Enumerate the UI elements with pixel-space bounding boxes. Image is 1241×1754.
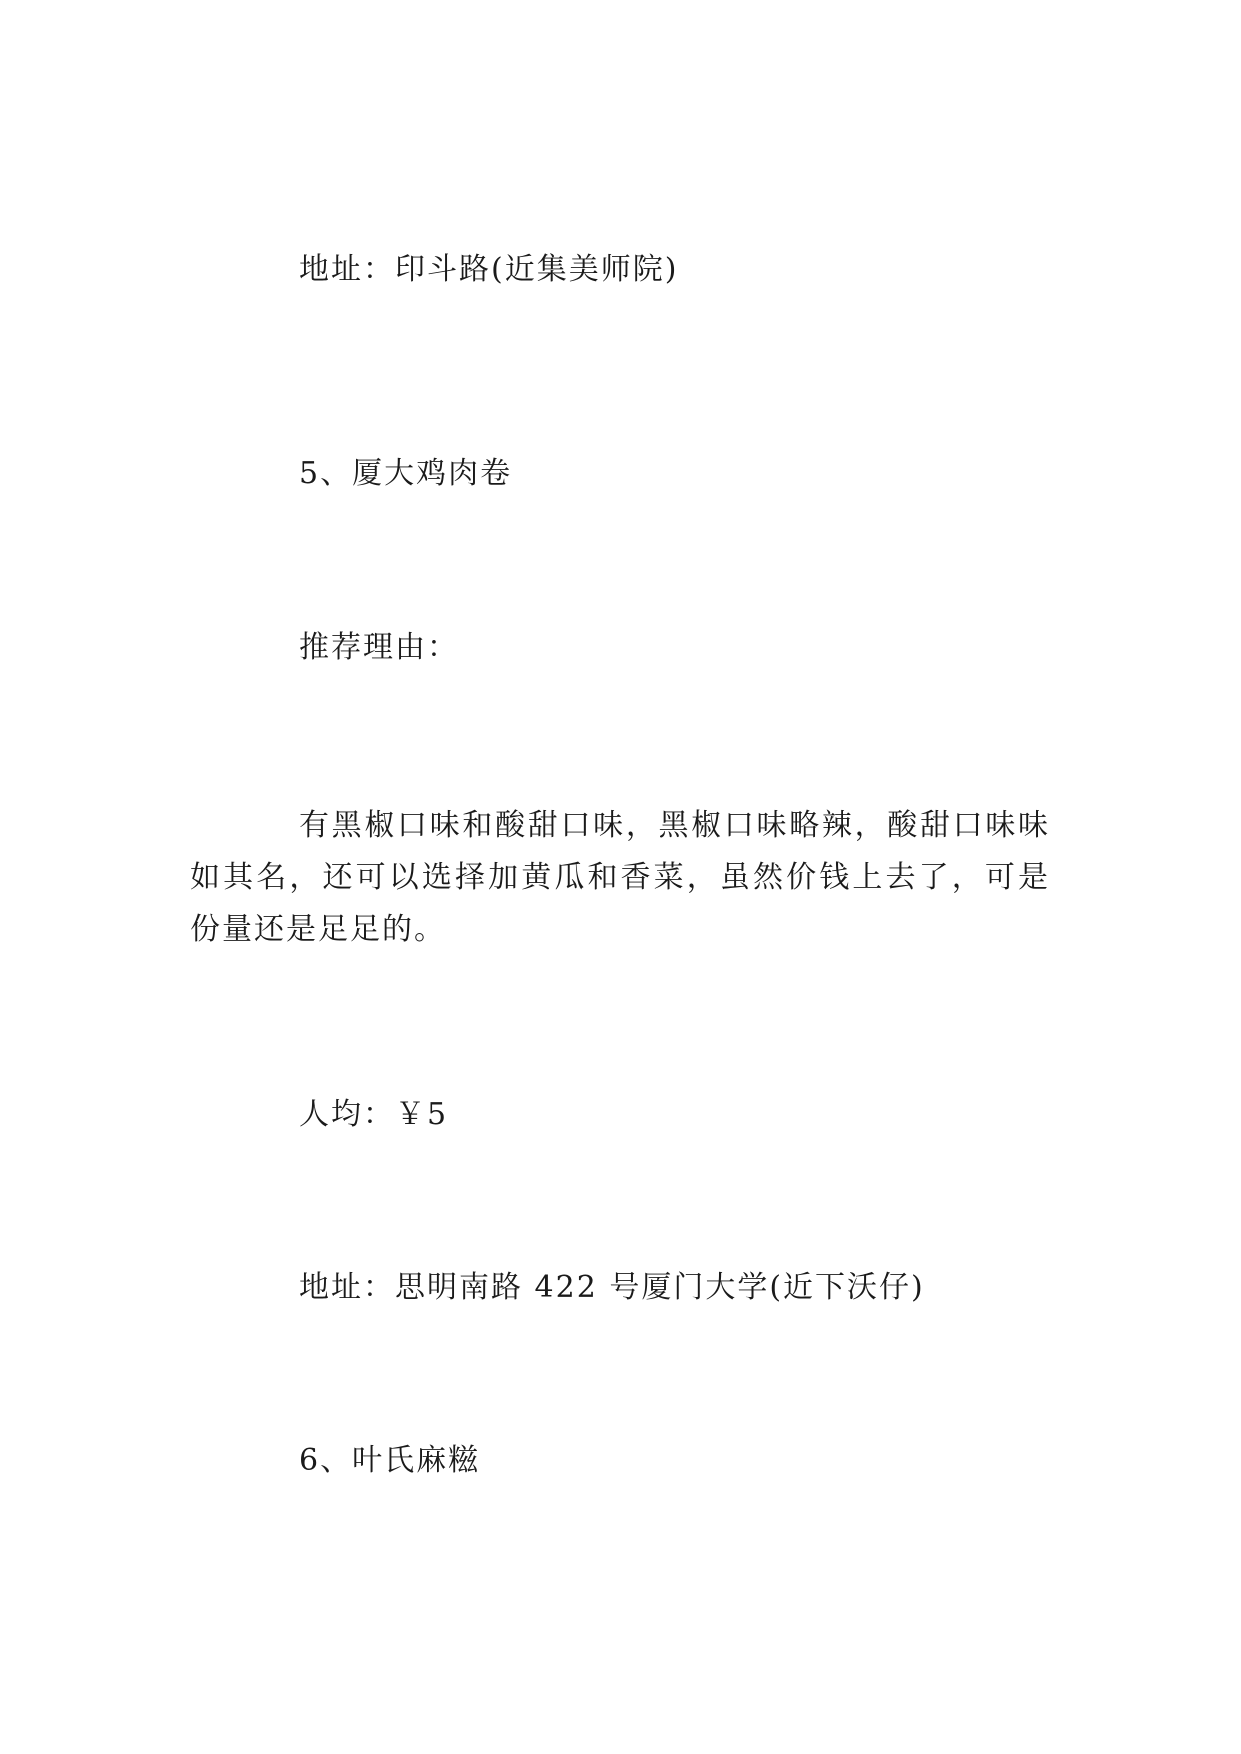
section-heading-5: 5、厦大鸡肉卷 (299, 456, 513, 491)
address-line-2: 地址：思明南路 422 号厦门大学(近下沃仔) (299, 1270, 925, 1305)
section-heading-6: 6、叶氏麻糍 (299, 1443, 481, 1478)
reason-paragraph: 有黑椒口味和酸甜口味，黑椒口味略辣，酸甜口味味如其名，还可以选择加黄瓜和香菜，虽然价钱上去了，可是份量还是足足的。 (190, 808, 1050, 947)
price-line: 人均：￥5 (299, 1097, 449, 1132)
address-line-1: 地址：印斗路(近集美师院) (299, 252, 679, 287)
reason-label: 推荐理由： (299, 630, 459, 665)
